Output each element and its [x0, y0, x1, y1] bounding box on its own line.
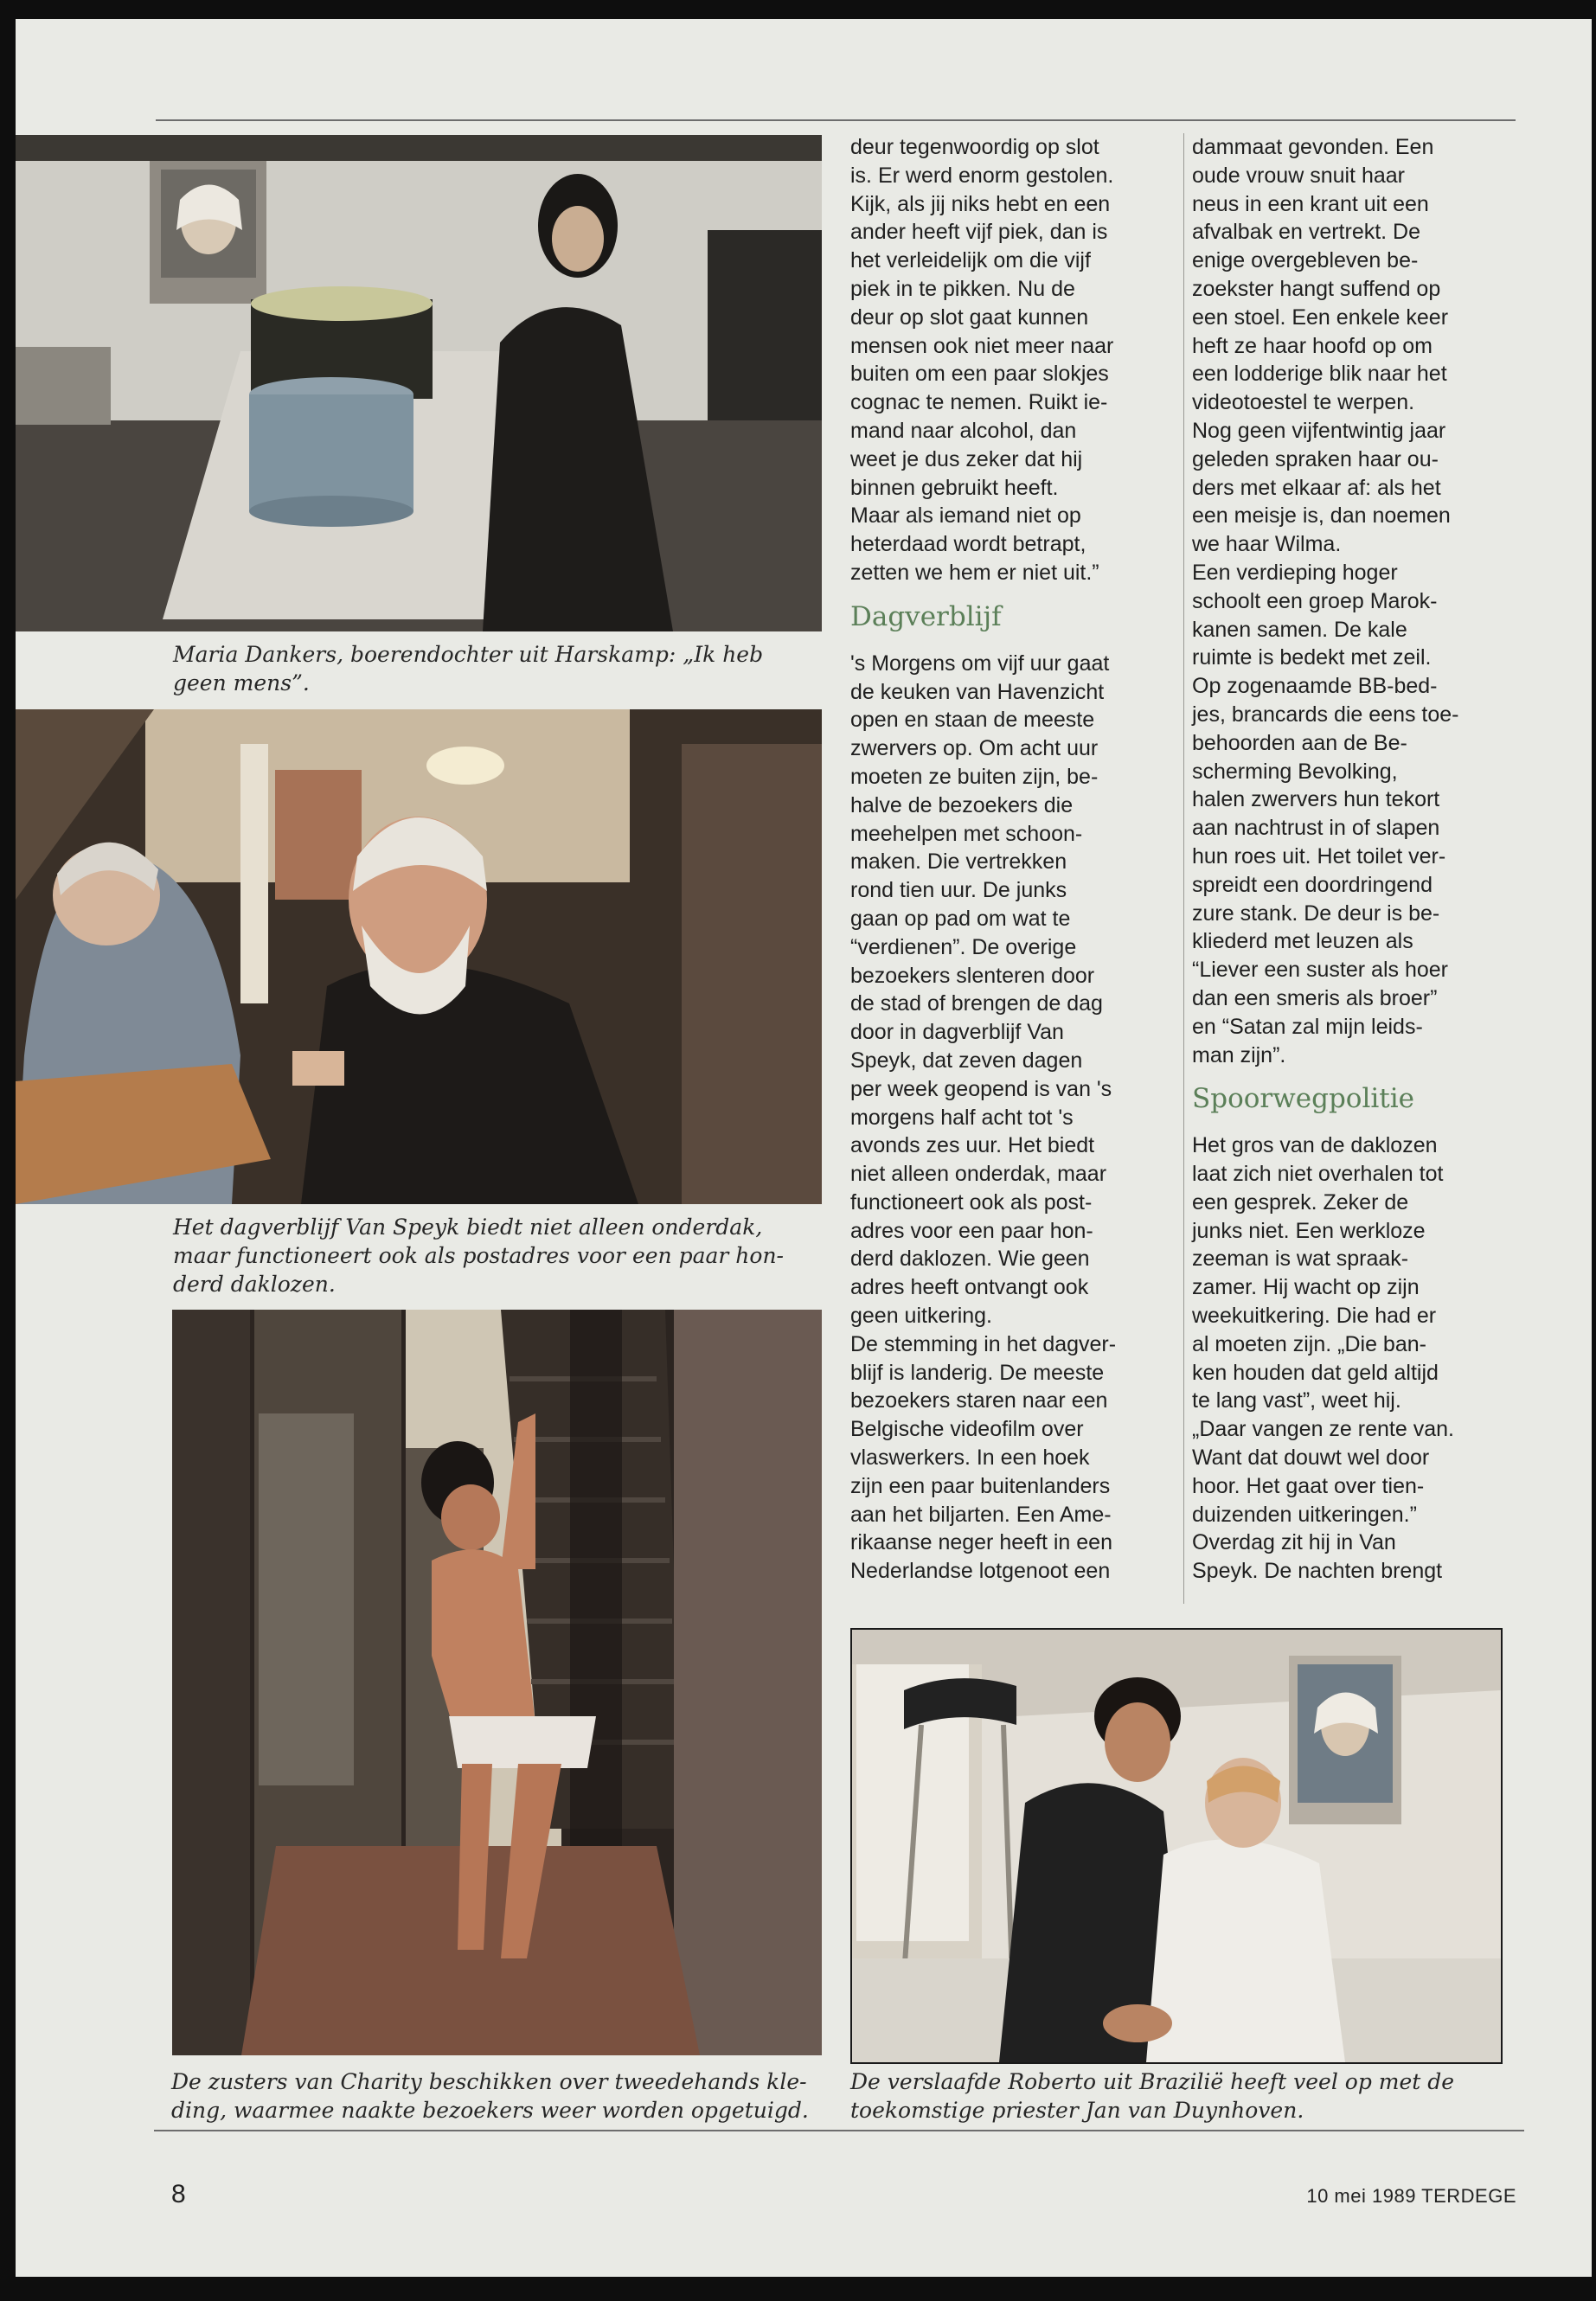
paragraph: deur tegenwoordig op slot is. Er werd enorm gestolen. Kijk, als jij niks hebt en een ander heeft vijf piek, dan is het verleidelijk om die vijf piek in te pikken. Nu de deur op slot gaat kunnen mensen ook niet meer naar buiten om een paar slokjes cognac te nemen. Ruikt ie- mand naar alcohol, dan weet je dus zeker dat hij binnen gebruikt heeft. Maar als iemand niet op heterdaad wordt betrapt, zetten we hem er niet uit.” — [850, 135, 1114, 585]
caption-line: ding, waarmee naakte bezoekers weer worden opgetuigd. — [171, 2098, 809, 2123]
caption-line: De zusters van Charity beschikken over tweedehands kle- — [171, 2069, 807, 2094]
issue-line: 10 mei 1989 TERDEGE — [1306, 2185, 1516, 2207]
column-divider — [1183, 133, 1184, 1604]
caption-line: maar functioneert ook als postadres voor een paar hon- — [173, 1243, 785, 1268]
bottom-rule — [154, 2130, 1524, 2131]
photo-kitchen — [16, 135, 822, 631]
caption-line: De verslaafde Roberto uit Brazilië heeft veel op met de — [850, 2069, 1455, 2094]
caption-line: derd daklozen. — [173, 1272, 336, 1297]
section-heading-dagverblijf: Dagverblijf — [850, 600, 1002, 632]
caption-line: Het dagverblijf Van Speyk biedt niet alleen onderdak, — [173, 1215, 763, 1240]
paragraph: Het gros van de daklozen laat zich niet overhalen tot een gesprek. Zeker de junks niet. Een werkloze zeeman is wat spraak- zamer. Hij wacht op zijn weekuitkering. Die had er al moeten zijn. „Die ban- ken houden dat geld altijd te lang vast”, weet hij. „Daar vangen ze rente van. Want dat douwt wel door hoor. Het gaat over tien- duizenden uitkeringen.” Overdag zit hij in Van Speyk. De nachten brengt — [1192, 1133, 1454, 1584]
caption-embrace — [850, 2067, 1516, 2125]
caption-line: toekomstige priester Jan van Duynhoven. — [850, 2098, 1304, 2123]
article-column-right — [1192, 133, 1521, 1586]
page-number: 8 — [171, 2180, 186, 2208]
magazine-page — [16, 19, 1592, 2277]
caption-stairs — [171, 2067, 837, 2125]
caption-dayroom — [173, 1213, 830, 1298]
caption-line: geen mens”. — [173, 670, 310, 695]
paragraph: 's Morgens om vijf uur gaat de keuken van Havenzicht open en staan de meeste zwervers op. Om acht uur moeten ze buiten zijn, be- halve de bezoekers die meehelpen met schoon- maken. Die vertrekken rond tien uur. De junks gaan op pad om wat te “verdienen”. De overige bezoekers slenteren door de stad of brengen de dag door in dagverblijf Van Speyk, dat zeven dagen per week geopend is van 's morgens half acht tot 's avonds zes uur. Het biedt niet alleen onderdak, maar functioneert ook als post- adres voor een paar hon- derd daklozen. Wie geen adres heeft ontvangt ook geen uitkering. — [850, 651, 1112, 1329]
paragraph: De stemming in het dagver- blijf is landerig. De meeste bezoekers staren naar een Belgische videofilm over vlaswerkers. In een hoek zijn een paar buitenlanders aan het biljarten. Een Ame- rikaanse neger heeft in een Nederlandse lotgenoot een — [850, 1331, 1117, 1584]
top-rule — [156, 119, 1516, 121]
caption-kitchen — [173, 640, 830, 697]
photo-stairs — [172, 1310, 822, 2055]
section-heading-spoorwegpolitie: Spoorwegpolitie — [1192, 1083, 1415, 1115]
photo-dayroom — [16, 709, 822, 1204]
article-column-middle — [850, 133, 1179, 1586]
photo-embrace — [850, 1628, 1503, 2064]
paragraph: dammaat gevonden. Een oude vrouw snuit haar neus in een krant uit een afvalbak en vertrekt. De enige overgebleven be- zoekster hangt suffend op een stoel. Een enkele keer heft ze haar hoofd op om een lodderige blik naar het videotoestel te werpen. Nog geen vijfentwintig jaar geleden spraken haar ou- ders met elkaar af: als het een meisje is, dan noemen we haar Wilma. — [1192, 135, 1451, 557]
caption-line: Maria Dankers, boerendochter uit Harskamp: „Ik heb — [173, 642, 764, 667]
paragraph: Een verdieping hoger schoolt een groep Marok- kanen samen. De kale ruimte is bedekt met zeil. Op zogenaamde BB-bed- jes, brancards die eens toe- behoorden aan de Be- scherming Bevolking, halen zwervers hun tekort aan nachtrust in of slapen hun roes uit. Het toilet ver- spreidt een doordringend zure stank. De deur is be- kliederd met leuzen als “Liever een suster als hoer dan een smeris als broer” en “Satan zal mijn leids- man zijn”. — [1192, 560, 1459, 1067]
